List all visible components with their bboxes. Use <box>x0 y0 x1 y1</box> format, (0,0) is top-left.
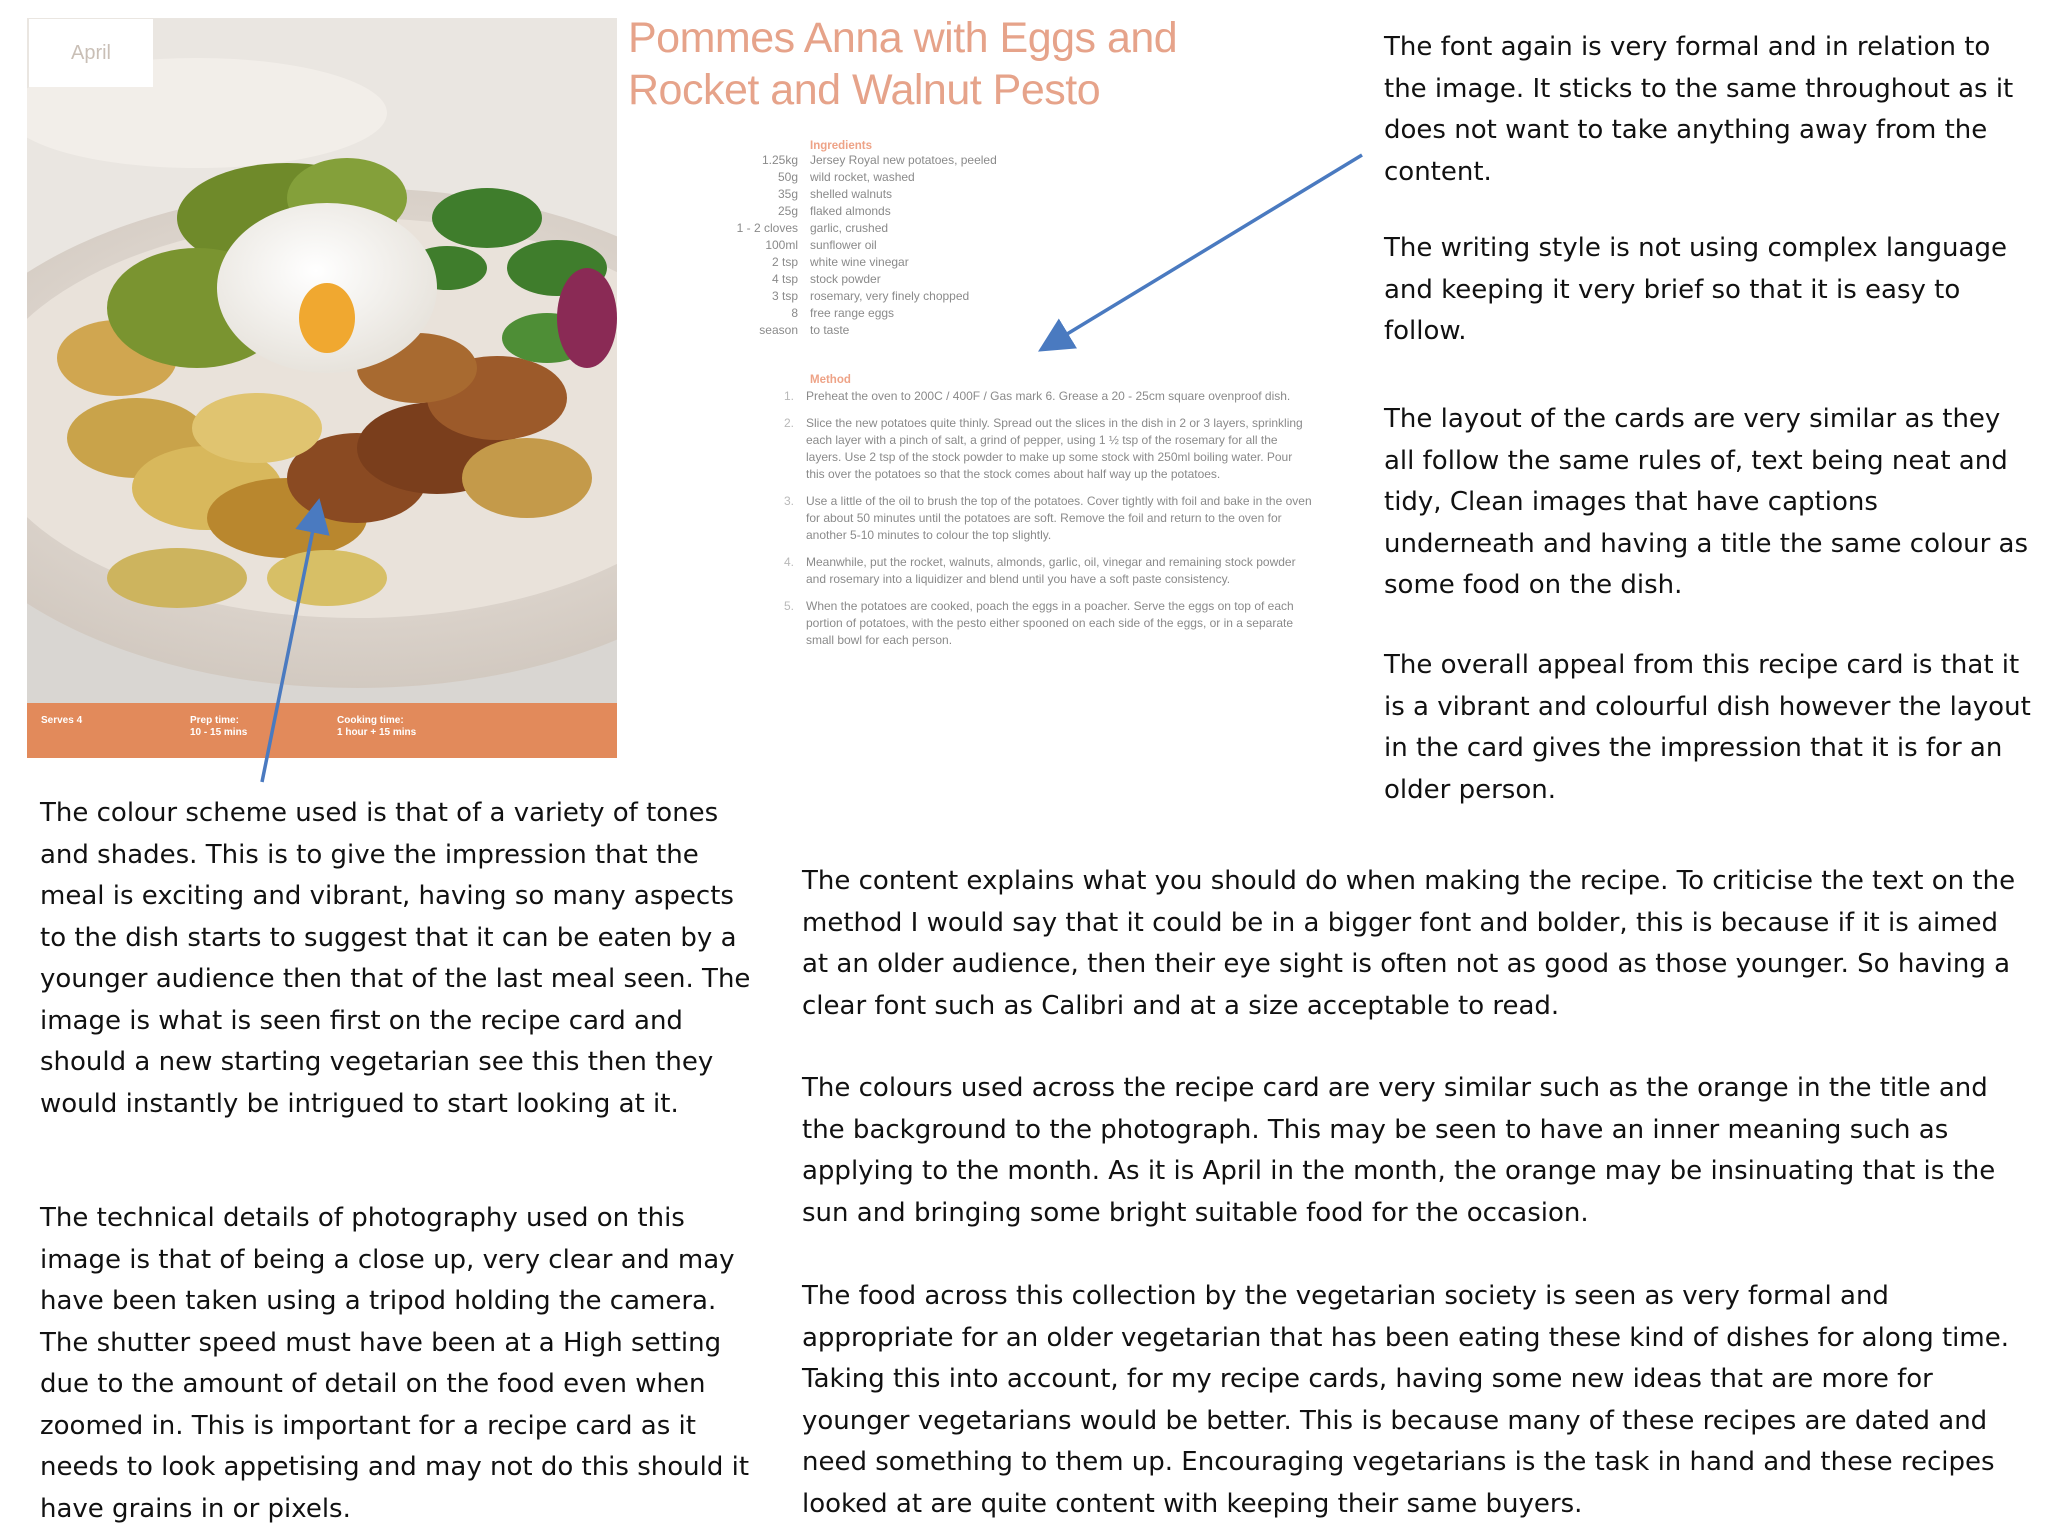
method-step <box>780 493 1340 544</box>
method-step-text: Slice the new potatoes quite thinly. Spread out the slices in the dish in 2 or 3 layers, sprinkling each layer with a pinch of salt, a grind of pepper, using 1 ½ tsp of the rosemary for all the layers. Use 2 tsp of the stock powder to make up some stock with 250ml boiling water. Pour this over the potatoes so that the stock comes about half way up the potatoes. <box>806 416 1303 481</box>
ingredients-section <box>610 140 1110 339</box>
ingredient-name: garlic, crushed <box>810 221 889 235</box>
recipe-photo <box>27 18 617 758</box>
note-photography: The technical details of photography used on this image is that of being a close up, very clear and may have been taken using a tripod holding the camera. The shutter speed must have been at a High setting due to the amount of detail on the food even when zoomed in. This is important for a recipe card as it needs to look appetising and may not do this should it have grains in or pixels. <box>40 1203 750 1524</box>
ingredient-name: rosemary, very finely chopped <box>810 289 970 303</box>
note-layout: The layout of the cards are very similar as they all follow the same rules of, text being neat and tidy, Clean images that have captions underneath and having a title the same colour as some food on the dish. <box>1384 404 2029 600</box>
ingredient-quantity: 50g <box>777 170 798 184</box>
ingredient-row <box>610 271 1110 288</box>
ingredient-name: shelled walnuts <box>810 187 893 201</box>
method-step-number: 2. <box>783 416 794 430</box>
method-step-number: 4. <box>783 555 794 569</box>
ingredient-quantity: 8 <box>791 306 798 320</box>
ingredient-name: stock powder <box>810 272 881 286</box>
ingredient-row <box>610 152 1110 169</box>
serves-label: Serves 4 <box>41 715 83 726</box>
ingredient-name: sunflower oil <box>810 238 877 252</box>
method-list <box>780 388 1340 649</box>
prep-time-label: Prep time: <box>190 715 239 726</box>
method-step-number: 3. <box>783 494 794 508</box>
ingredient-quantity: 35g <box>777 187 798 201</box>
ingredient-row <box>610 186 1110 203</box>
note-content: The content explains what you should do when making the recipe. To criticise the text on the method I would say that it could be in a bigger font and bolder, this is because if it is aimed at an older audience, then their eye sight is often not as good as those younger. So having a clear font such as Calibri and at a size acceptable to read. <box>802 866 2016 1021</box>
note-writing-style: The writing style is not using complex language and keeping it very brief so that it is easy to follow. <box>1384 233 2007 346</box>
ingredient-name: wild rocket, washed <box>810 170 915 184</box>
ingredient-row <box>610 203 1110 220</box>
prep-time <box>190 715 247 739</box>
ingredient-row <box>610 169 1110 186</box>
cooking-time-label: Cooking time: <box>337 715 404 726</box>
method-step-text: Meanwhile, put the rocket, walnuts, almonds, garlic, oil, vinegar and remaining stock powder and rosemary into a liquidizer and blend until you have a soft paste consistency. <box>806 555 1296 586</box>
ingredients-heading: Ingredients <box>810 140 872 152</box>
prep-time-value: 10 - 15 mins <box>190 727 248 738</box>
ingredient-name: white wine vinegar <box>810 255 909 269</box>
ingredient-row <box>610 305 1110 322</box>
note-overall-appeal: The overall appeal from this recipe card is that it is a vibrant and colourful dish however the layout in the card gives the impression that it is for an older person. <box>1384 650 2031 805</box>
method-step-text: When the potatoes are cooked, poach the eggs in a poacher. Serve the eggs on top of each portion of potatoes, with the pesto either spooned on each side of the eggs, or in a separate small bowl for each person. <box>806 599 1294 647</box>
method-step <box>780 554 1340 588</box>
ingredient-quantity: 1 - 2 cloves <box>736 221 798 235</box>
method-heading: Method <box>810 374 851 386</box>
ingredient-row <box>610 237 1110 254</box>
card-footer-bar <box>27 703 617 758</box>
recipe-title-line: Rocket and Walnut Pesto <box>628 66 1101 114</box>
method-step <box>780 415 1340 483</box>
ingredient-row <box>610 254 1110 271</box>
note-colour-scheme: The colour scheme used is that of a variety of tones and shades. This is to give the impression that the meal is exciting and vibrant, having so many aspects to the dish starts to suggest that it can be eaten by a younger audience then that of the last meal seen. The image is what is seen first on the recipe card and should a new starting vegetarian see this then they would instantly be intrigued to start looking at it. <box>40 798 751 1119</box>
ingredient-name: to taste <box>810 323 850 337</box>
ingredients-list <box>610 152 1110 339</box>
note-food: The food across this collection by the vegetarian society is seen as very formal and appropriate for an older vegetarian that has been eating these kind of dishes for along time. Taking this into account, for my recipe cards, having some new ideas that are more for younger vegetarians would be better. This is because many of these recipes are dated and need something to them up. Encouraging vegetarians is the task in hand and these recipes looked at are quite content with keeping their same buyers. <box>802 1281 2009 1519</box>
recipe-title <box>628 12 1248 116</box>
method-step-text: Preheat the oven to 200C / 400F / Gas mark 6. Grease a 20 - 25cm square ovenproof dish. <box>806 389 1291 403</box>
ingredient-row <box>610 322 1110 339</box>
food-illustration <box>27 18 617 758</box>
month-tab: April <box>29 19 153 87</box>
method-step-text: Use a little of the oil to brush the top of the potatoes. Cover tightly with foil and bake in the oven for about 50 minutes until the potatoes are soft. Remove the foil and return to the oven for another 5-10 minutes to colour the top slightly. <box>806 494 1312 542</box>
method-step-number: 1. <box>783 389 794 403</box>
ingredient-quantity: 2 tsp <box>771 255 798 269</box>
ingredient-row <box>610 220 1110 237</box>
method-step <box>780 388 1340 405</box>
ingredient-quantity: 4 tsp <box>771 272 798 286</box>
ingredient-name: flaked almonds <box>810 204 891 218</box>
ingredient-name: free range eggs <box>810 306 895 320</box>
cooking-time <box>337 715 416 739</box>
method-section <box>780 374 1340 649</box>
ingredient-quantity: 100ml <box>765 238 798 252</box>
recipe-title-line: Pommes Anna with Eggs and <box>628 14 1178 62</box>
note-font: The font again is very formal and in relation to the image. It sticks to the same throughout as it does not want to take anything away from the content. <box>1384 32 2014 187</box>
note-colours: The colours used across the recipe card are very similar such as the orange in the title and the background to the photograph. This may be seen to have an inner meaning such as applying to the month. As it is April in the month, the orange may be insinuating that is the sun and bringing some bright suitable food for the occasion. <box>802 1073 1996 1228</box>
cooking-time-value: 1 hour + 15 mins <box>337 727 417 738</box>
method-step-number: 5. <box>783 599 794 613</box>
ingredient-quantity: 25g <box>777 204 798 218</box>
ingredient-quantity: 1.25kg <box>761 153 798 167</box>
ingredient-quantity: season <box>759 323 798 337</box>
ingredient-row <box>610 288 1110 305</box>
ingredient-name: Jersey Royal new potatoes, peeled <box>810 153 997 167</box>
ingredient-quantity: 3 tsp <box>771 289 798 303</box>
method-step <box>780 598 1340 649</box>
